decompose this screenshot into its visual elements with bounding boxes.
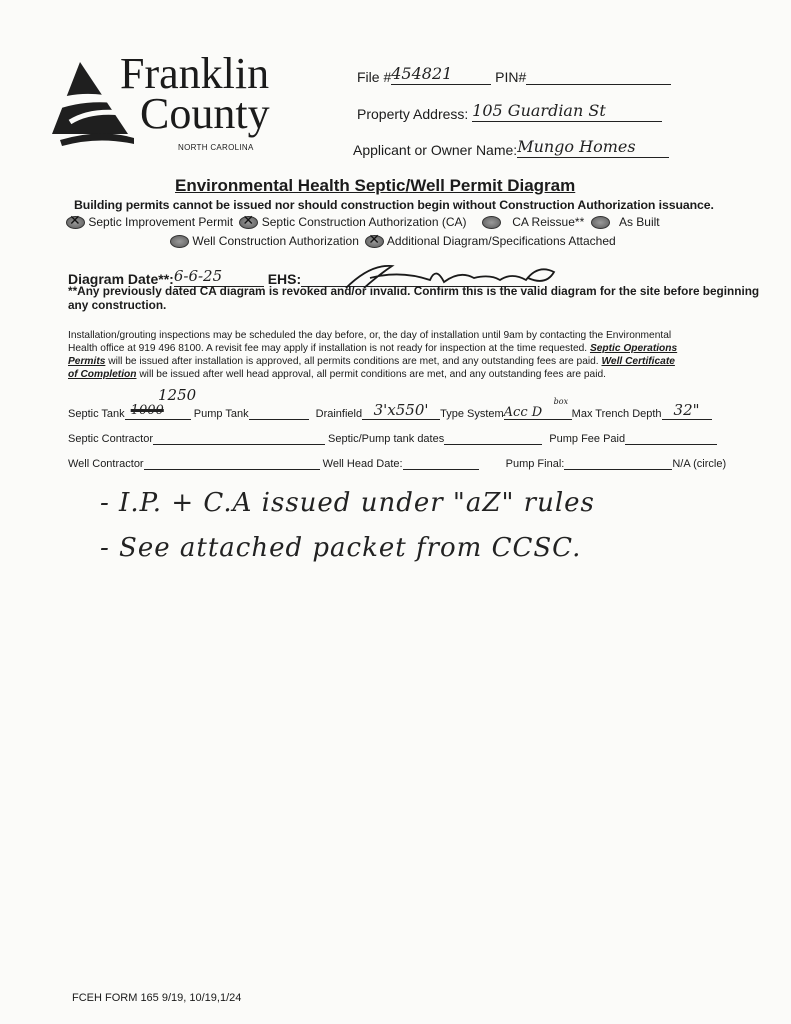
septic-improvement-permit-checkbox[interactable] [66,216,85,229]
handwritten-note-2: - See attached packet from CCSC. [100,533,582,563]
max-trench-label: Max Trench Depth [571,408,662,420]
additional-diagram-checkbox[interactable] [365,235,384,248]
file-label: File # [357,69,392,85]
drainfield-label: Drainfield [315,408,363,420]
ca-reissue-checkbox[interactable] [482,216,501,229]
well-head-date-label: Well Head Date: [322,458,403,470]
pump-final-label: Pump Final: [505,458,565,470]
drainfield-value[interactable]: 3'x550' [362,404,440,420]
pump-tank-field[interactable] [249,405,309,420]
ehs-label: EHS: [267,271,302,287]
type-system-superscript: box [553,397,569,406]
file-number-value[interactable]: 454821 [391,66,491,85]
septic-operations-link: Septic Operations [589,343,678,354]
well-construction-authorization-checkbox[interactable] [170,235,189,248]
handwritten-note-1: - I.P. + C.A issued under "aZ" rules [100,488,595,518]
inspection-line-4-text: will be issued after well head approval, all permit conditions are met, and any outstanding fees are paid. [139,369,606,380]
form-footer: FCEH FORM 165 9/19, 10/19,1/24 [72,992,242,1004]
pump-fee-label: Pump Fee Paid [549,433,626,445]
septic-construction-authorization-checkbox[interactable] [239,216,258,229]
owner-name-row [353,139,669,158]
file-number-row [357,66,671,85]
max-trench-value[interactable]: 32" [662,404,712,420]
septic-tank-label: Septic Tank [68,408,125,420]
well-contractor-field[interactable] [144,455,320,470]
logo-franklin: Franklin [120,49,270,98]
pin-label: PIN# [495,69,527,85]
as-built-checkbox[interactable] [591,216,610,229]
septic-contractor-field[interactable] [153,430,325,445]
permit-type-row-1 [66,215,660,229]
property-address-value[interactable]: 105 Guardian St [472,103,662,122]
ca-reissue-label: CA Reissue** [512,215,585,229]
septic-contractor-row [68,430,717,445]
completion-link: of Completion [68,369,137,380]
inspection-line-3-text: will be issued after installation is approved, all permits conditions are met, and any outstanding fees are paid. [108,356,599,367]
as-built-label: As Built [618,215,660,229]
logo-county: County [140,89,270,138]
logo-subtitle: NORTH CAROLINA [178,143,254,152]
pump-final-field[interactable] [564,455,672,470]
septic-tank-field[interactable] [125,405,191,420]
construction-warning: Building permits cannot be issued nor should construction begin without Construction Authorization issuance. [74,198,714,212]
septic-pump-dates-label: Septic/Pump tank dates [328,433,445,445]
revoke-notice: **Any previously dated CA diagram is revoked and/or invalid. Confirm this is the valid diagram for the site before beginning any construction. [68,284,760,312]
well-head-date-field[interactable] [403,455,479,470]
type-system-label: Type System [440,408,504,420]
owner-name-label: Applicant or Owner Name: [353,142,518,158]
septic-contractor-label: Septic Contractor [68,433,153,445]
permits-link: Permits [68,356,106,367]
inspection-line-2-text: Health office at 919 496 8100. A revisit fee may apply if installation is not ready for inspection at the time requested. [68,343,588,354]
pump-tank-label: Pump Tank [193,408,249,420]
septic-tank-struck-value: 1000 [130,403,164,418]
septic-improvement-permit-label: Septic Improvement Permit [88,215,234,229]
pin-field[interactable] [526,70,671,85]
form-title: Environmental Health Septic/Well Permit Diagram [175,176,576,195]
inspection-line-1: Installation/grouting inspections may be scheduled the day before, or, the day of installation until 9am by contacting the Environmental [68,330,672,341]
additional-diagram-label: Additional Diagram/Specifications Attached [386,234,616,248]
well-construction-authorization-label: Well Construction Authorization [192,234,359,248]
county-logo [40,49,300,162]
diagram-date-label: Diagram Date**: [68,271,174,287]
septic-construction-authorization-label: Septic Construction Authorization (CA) [261,215,467,229]
septic-tank-row [68,397,712,420]
septic-tank-value-handwritten: 1250 [158,386,197,404]
inspection-line-2 [68,343,677,354]
permit-type-row-2 [170,234,616,248]
owner-name-value[interactable]: Mungo Homes [517,139,669,158]
property-address-label: Property Address: [357,106,469,122]
type-system-value[interactable]: Acc D box [504,405,572,420]
pump-fee-field[interactable] [625,430,717,445]
well-certificate-link: Well Certificate [601,356,675,367]
inspection-line-3 [68,356,675,367]
inspection-line-4 [68,369,606,380]
well-contractor-label: Well Contractor [68,458,144,470]
na-circle-label: N/A (circle) [672,458,727,470]
well-contractor-row [68,455,726,470]
diagram-date-value[interactable]: 6-6-25 [174,269,264,287]
septic-pump-dates-field[interactable] [444,430,542,445]
property-address-row [357,103,662,122]
